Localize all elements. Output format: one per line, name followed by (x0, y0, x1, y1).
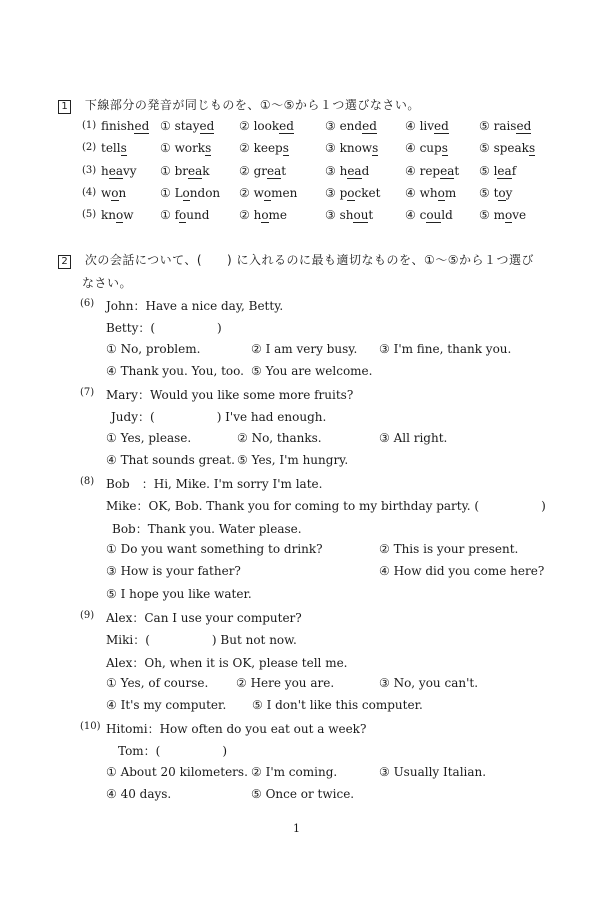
dialogue-text: How often do you eat out a week? (159, 722, 367, 736)
option-word: looked (253, 119, 294, 133)
option-marker: ② (239, 208, 254, 222)
option-marker: ⑤ (479, 208, 494, 222)
section-2-number: 2 (58, 255, 71, 269)
option-marker: ⑤ (479, 164, 494, 178)
option-word: raised (493, 119, 532, 133)
dialogue-text: Oh, when it is OK, please tell me. (144, 655, 348, 670)
speaker-label: Miki：( (106, 633, 150, 648)
dialogue-line (106, 654, 348, 671)
dialogue-text: ) (222, 744, 228, 759)
option-marker: ④ (405, 208, 420, 222)
answer-choice[interactable]: ③ Usually Italian. (379, 764, 487, 779)
speaker-label: Bob ： (106, 477, 154, 491)
answer-option[interactable] (160, 186, 220, 200)
option-marker: ④ (405, 186, 420, 200)
dialogue-line (106, 631, 297, 648)
answer-choice[interactable]: ② This is your present. (379, 541, 519, 556)
answer-choice[interactable]: ① Yes, of course. (106, 675, 209, 690)
dialogue-text: ) But not now. (211, 633, 297, 648)
option-word: repeat (419, 164, 460, 178)
option-word: keeps (253, 141, 289, 155)
answer-option[interactable] (160, 208, 209, 222)
dialogue-text: ) I've had enough. (216, 410, 327, 425)
answer-option[interactable] (160, 164, 210, 178)
key-word-text: know (101, 208, 134, 222)
option-marker: ③ (325, 208, 340, 222)
key-word (101, 164, 137, 178)
question-number: (3) (82, 165, 97, 176)
answer-option[interactable] (479, 164, 516, 178)
speaker-label: Mike： (106, 499, 149, 514)
answer-choice[interactable]: ④ Thank you. You, too. (106, 363, 244, 378)
answer-choice[interactable]: ④ That sounds great. (106, 452, 235, 467)
answer-option[interactable] (239, 208, 287, 222)
answer-option[interactable] (239, 141, 289, 155)
section-1-instruction: 下線部分の発音が同じものを、①〜⑤から１つ選びなさい。 (84, 98, 420, 112)
speaker-label: Bob： (112, 521, 148, 536)
answer-option[interactable] (405, 119, 449, 133)
question-number: (10) (80, 721, 101, 732)
answer-choice[interactable]: ③ No, you can't. (379, 675, 479, 690)
answer-option[interactable] (405, 208, 453, 222)
answer-option[interactable] (325, 208, 373, 222)
dialogue-line (106, 297, 283, 314)
dialogue-line (106, 386, 353, 403)
section-2-instruction-line1: 次の会話について、( ) に入れるのに最も適切なものを、①〜⑤から１つ選び (84, 253, 535, 267)
option-word: leaf (493, 164, 517, 178)
dialogue-text: Have a nice day, Betty. (145, 299, 284, 313)
answer-choice[interactable]: ① About 20 kilometers. (106, 764, 248, 779)
option-word: great (253, 164, 287, 178)
option-marker: ② (239, 119, 254, 133)
question-number: (6) (80, 298, 95, 309)
dialogue-line (106, 475, 322, 492)
option-word: knows (339, 141, 379, 155)
option-marker: ② (239, 186, 254, 200)
option-word: lived (419, 119, 449, 133)
option-word: home (253, 208, 288, 222)
option-word: stayed (174, 119, 215, 133)
option-word: London (174, 186, 221, 200)
option-marker: ④ (405, 141, 420, 155)
answer-option[interactable] (239, 119, 294, 133)
option-marker: ① (160, 164, 175, 178)
dialogue-text: Hi, Mike. I'm sorry I'm late. (153, 477, 323, 491)
answer-choice[interactable]: ⑤ I hope you like water. (106, 586, 252, 601)
dialogue-line (106, 497, 546, 514)
key-word-text: won (101, 186, 127, 200)
option-marker: ① (160, 119, 175, 133)
option-marker: ① (160, 141, 175, 155)
dialogue-text: OK, Bob. Thank you for coming to my birthday party. ( (148, 499, 480, 514)
dialogue-line (106, 609, 302, 626)
key-word-text: finished (101, 119, 150, 133)
option-word: cups (419, 141, 448, 155)
answer-option[interactable] (325, 186, 380, 200)
speaker-label: John： (106, 299, 146, 313)
answer-choice[interactable]: ① Do you want something to drink? (106, 541, 323, 556)
answer-option[interactable] (325, 164, 369, 178)
answer-choice[interactable]: ③ How is your father? (106, 564, 241, 579)
page-number: 1 (293, 822, 300, 835)
key-word (101, 208, 134, 222)
answer-choice[interactable]: ⑤ I don't like this computer. (252, 698, 423, 713)
dialogue-text: ) (217, 321, 222, 336)
question-number: (5) (82, 209, 97, 220)
question-number: (8) (80, 476, 95, 487)
question-number: (1) (82, 120, 97, 131)
option-marker: ③ (325, 141, 340, 155)
answer-choice[interactable]: ① No, problem. (106, 341, 201, 356)
answer-choice[interactable]: ⑤ Yes, I'm hungry. (237, 452, 349, 467)
answer-choice[interactable]: ② I'm coming. (251, 764, 338, 779)
question-number: (2) (82, 142, 97, 153)
answer-option[interactable] (239, 186, 297, 200)
question-number: (9) (80, 610, 95, 621)
option-word: women (253, 186, 298, 200)
key-word-text: tells (101, 141, 127, 155)
option-marker: ④ (405, 119, 420, 133)
option-word: found (174, 208, 210, 222)
answer-option[interactable] (239, 164, 286, 178)
answer-choice[interactable]: ⑤ You are welcome. (251, 363, 373, 378)
option-word: ended (339, 119, 377, 133)
answer-option[interactable] (479, 208, 526, 222)
dialogue-line (112, 520, 302, 537)
option-word: works (174, 141, 212, 155)
answer-option[interactable] (160, 119, 214, 133)
blank-close: ) (541, 499, 546, 514)
answer-choice[interactable]: ④ It's my computer. (106, 698, 227, 713)
option-word: move (493, 208, 527, 222)
option-word: pocket (339, 186, 381, 200)
answer-choice[interactable]: ③ All right. (379, 430, 448, 445)
section-2-header (58, 251, 534, 269)
answer-choice[interactable]: ③ I'm fine, thank you. (379, 341, 512, 356)
option-marker: ⑤ (479, 186, 494, 200)
speaker-label: Alex： (106, 655, 145, 670)
question-number: (7) (80, 387, 95, 398)
key-word (101, 186, 126, 200)
section-2-instruction-line2: なさい。 (82, 276, 133, 290)
dialogue-text: Would you like some more fruits? (149, 388, 354, 402)
answer-choice[interactable]: ④ How did you come here? (379, 564, 545, 579)
answer-choice[interactable]: ⑤ Once or twice. (251, 786, 355, 801)
answer-choice[interactable]: ② I am very busy. (251, 341, 358, 356)
option-marker: ⑤ (479, 119, 494, 133)
answer-option[interactable] (479, 141, 535, 155)
answer-option[interactable] (405, 164, 459, 178)
option-word: speaks (493, 141, 536, 155)
option-marker: ④ (405, 164, 420, 178)
speaker-label: Betty：( (106, 321, 156, 336)
answer-option[interactable] (479, 119, 531, 133)
answer-option[interactable] (479, 186, 512, 200)
answer-option[interactable] (160, 141, 211, 155)
answer-option[interactable] (325, 141, 378, 155)
speaker-label: Mary： (106, 388, 150, 402)
answer-choice[interactable]: ④ 40 days. (106, 786, 172, 801)
section-1-number: 1 (58, 100, 71, 114)
dialogue-line (106, 319, 222, 336)
speaker-label: Hitomi： (106, 722, 160, 736)
speaker-label: Judy：( (111, 410, 155, 425)
key-word (101, 119, 149, 133)
option-word: whom (419, 186, 457, 200)
key-word-text: heavy (101, 164, 137, 178)
question-number: (4) (82, 187, 97, 198)
dialogue-line (118, 742, 227, 759)
answer-choice[interactable]: ① Yes, please. (106, 430, 192, 445)
option-marker: ③ (325, 164, 340, 178)
option-word: head (339, 164, 370, 178)
section-1-header (58, 96, 420, 114)
dialogue-text: Can I use your computer? (144, 611, 302, 625)
key-word (101, 141, 127, 155)
dialogue-line (111, 408, 326, 425)
dialogue-text: Thank you. Water please. (147, 521, 302, 536)
speaker-label: Alex： (106, 611, 145, 625)
option-word: could (419, 208, 453, 222)
option-marker: ① (160, 186, 175, 200)
option-marker: ⑤ (479, 141, 494, 155)
option-marker: ② (239, 141, 254, 155)
option-marker: ② (239, 164, 254, 178)
answer-option[interactable] (405, 186, 456, 200)
speaker-label: Tom：( (118, 744, 161, 759)
option-marker: ① (160, 208, 175, 222)
option-word: shout (339, 208, 374, 222)
option-marker: ③ (325, 186, 340, 200)
answer-choice[interactable]: ② Here you are. (236, 675, 335, 690)
option-marker: ③ (325, 119, 340, 133)
option-word: toy (493, 186, 513, 200)
answer-option[interactable] (405, 141, 448, 155)
dialogue-line (106, 720, 366, 737)
answer-option[interactable] (325, 119, 377, 133)
answer-choice[interactable]: ② No, thanks. (237, 430, 322, 445)
option-word: break (174, 164, 210, 178)
